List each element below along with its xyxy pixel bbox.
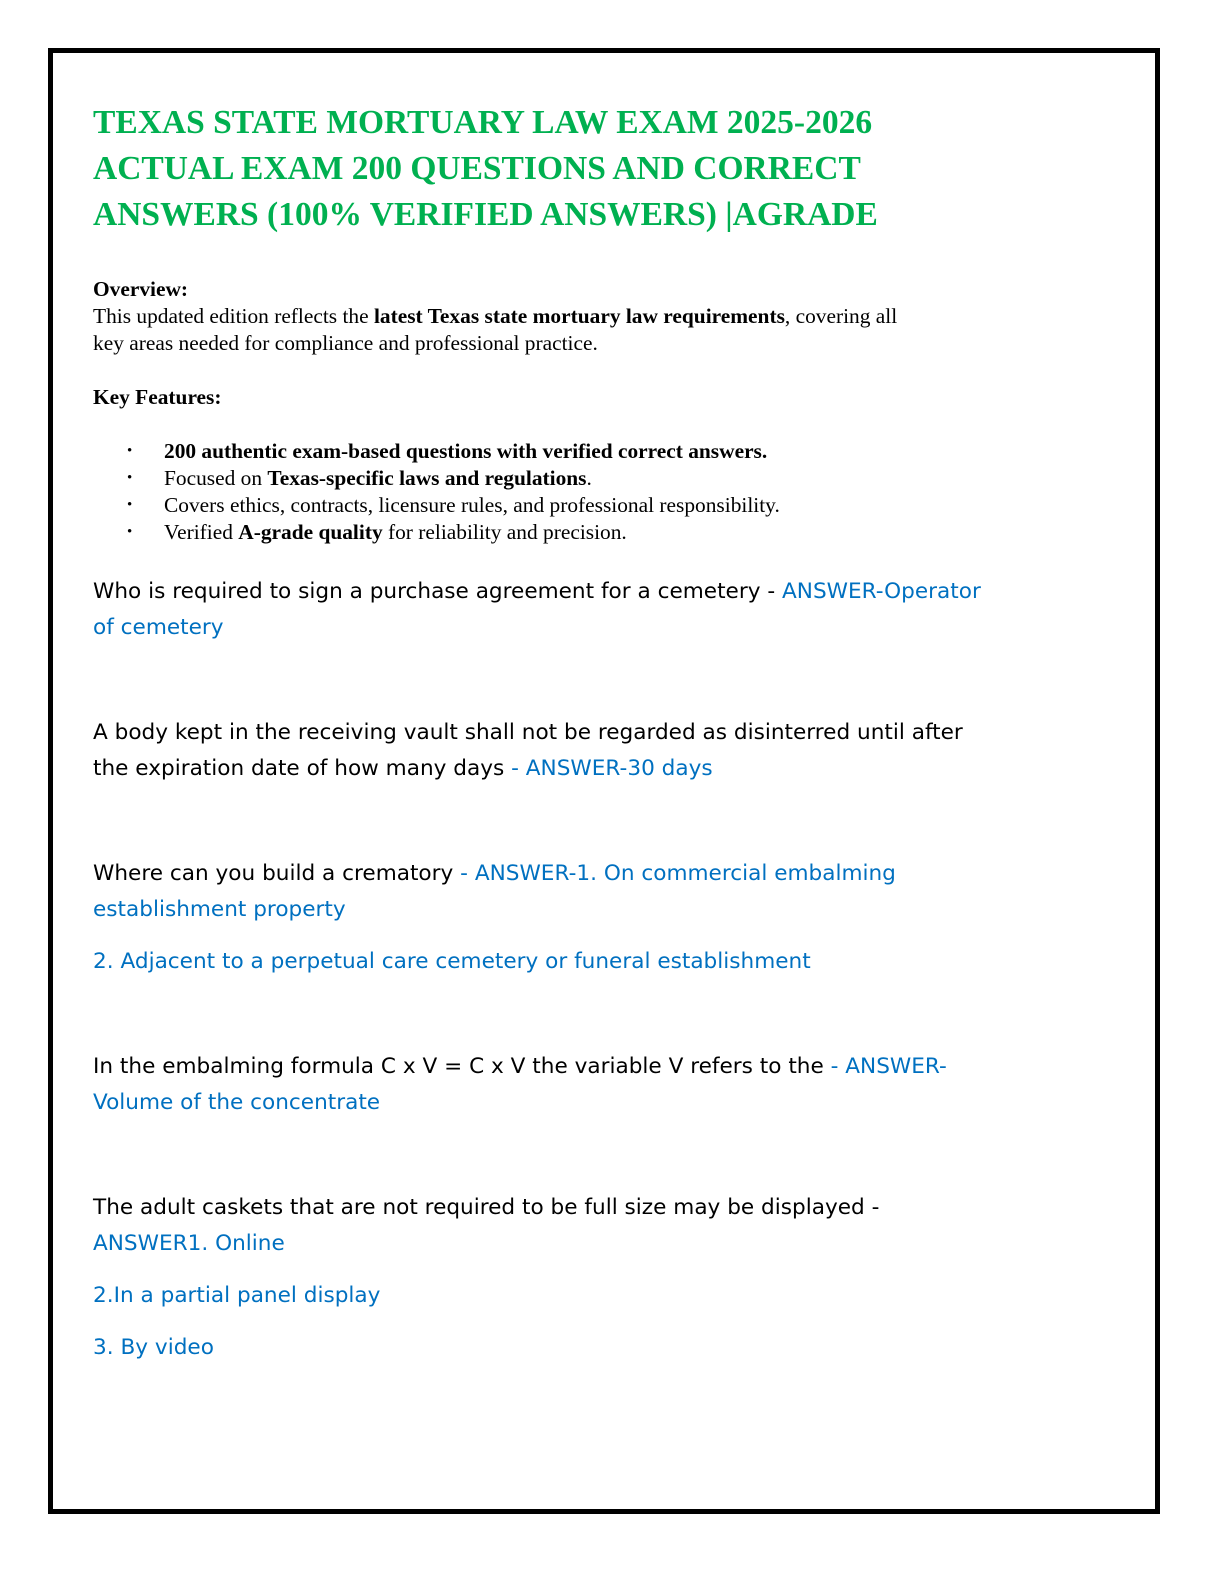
qa-item: [93, 715, 1033, 787]
feature-text-bold: 200 authentic exam-based questions with verified correct answers.: [164, 439, 768, 463]
answer-text: ANSWER1. Online: [93, 1231, 285, 1256]
list-item: [93, 438, 1033, 465]
overview-text-part: This updated edition reflects the: [93, 304, 374, 328]
answer-text: 2. Adjacent to a perpetual care cemetery or funeral establishment: [93, 949, 811, 974]
feature-text: .: [586, 466, 592, 490]
title-line: ANSWERS (100% VERIFIED ANSWERS) |AGRADE: [93, 196, 878, 233]
answer-text: - ANSWER-: [830, 1054, 947, 1079]
qa-item: [93, 1049, 1033, 1121]
question-text: [93, 1190, 1033, 1262]
document-content: [93, 100, 1033, 1366]
key-features-heading: Key Features:: [93, 385, 222, 409]
overview-heading: Overview:: [93, 277, 189, 301]
question-line: The adult caskets that are not required to be full size may be displayed -: [93, 1195, 880, 1220]
feature-text-bold: A-grade quality: [238, 520, 383, 544]
feature-text: for reliability and precision.: [382, 520, 627, 544]
answer-text: ANSWER-Operator: [782, 579, 981, 604]
bullet-icon: •: [127, 497, 133, 513]
question-text: [93, 1049, 1033, 1121]
question-line: Where can you build a crematory: [93, 861, 461, 886]
qa-item: [93, 574, 1033, 646]
list-item: [93, 465, 1033, 492]
list-item: [93, 519, 1033, 546]
answer-text: Volume of the concentrate: [93, 1090, 381, 1115]
overview-text: [93, 303, 1033, 357]
feature-text: Focused on: [164, 466, 268, 490]
title-line: TEXAS STATE MORTUARY LAW EXAM 2025-2026: [93, 104, 873, 141]
answer-text: 2.In a partial panel display: [93, 1283, 381, 1308]
answer-text: - ANSWER-1. On commercial embalming: [460, 861, 896, 886]
answer-text: of cemetery: [93, 615, 224, 640]
list-item: [93, 492, 1033, 519]
overview-text-bold: latest Texas state mortuary law requirements: [373, 304, 785, 328]
answer-text: establishment property: [93, 897, 346, 922]
title-line: ACTUAL EXAM 200 QUESTIONS AND CORRECT: [93, 150, 861, 187]
feature-text: Covers ethics, contracts, licensure rules, and professional responsibility.: [164, 493, 780, 517]
answer-text: 3. By video: [93, 1335, 214, 1360]
feature-text-bold: Texas-specific laws and regulations: [267, 466, 587, 490]
bullet-icon: •: [127, 524, 133, 540]
question-line: In the embalming formula C x V = C x V the variable V refers to the: [93, 1054, 831, 1079]
question-line: A body kept in the receiving vault shall not be regarded as disinterred until after: [93, 720, 963, 745]
question-line: the expiration date of how many days: [93, 756, 512, 781]
bullet-icon: •: [127, 443, 133, 459]
overview-text-part: key areas needed for compliance and professional practice.: [93, 331, 598, 355]
qa-item: [93, 856, 1033, 980]
feature-text: Verified: [164, 520, 239, 544]
bullet-icon: •: [127, 470, 133, 486]
document-title: [93, 100, 1033, 238]
question-line: Who is required to sign a purchase agreement for a cemetery -: [93, 579, 783, 604]
answer-text: - ANSWER-30 days: [511, 756, 713, 781]
key-features-list: [93, 438, 1033, 546]
qa-item: [93, 1190, 1033, 1366]
question-text: [93, 856, 1033, 928]
question-text: [93, 574, 1033, 646]
overview-text-part: , covering all: [784, 304, 898, 328]
question-text: [93, 715, 1033, 787]
